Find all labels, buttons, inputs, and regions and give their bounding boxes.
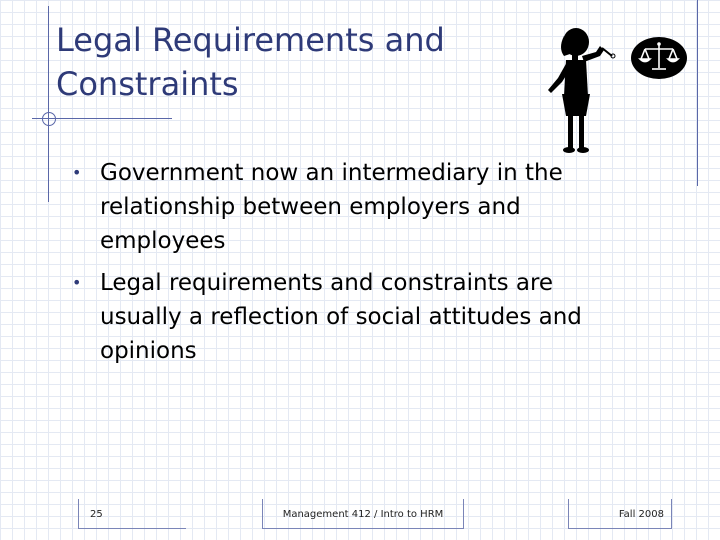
slide-title bbox=[56, 18, 526, 106]
right-vertical-rule bbox=[697, 0, 698, 186]
bullet-text: Legal requirements and constraints are usually a reflection of social attitudes and opinions bbox=[100, 270, 582, 364]
title-rule-ring bbox=[42, 112, 56, 126]
footer-course-box bbox=[262, 499, 464, 529]
footer-term: Fall 2008 bbox=[618, 508, 664, 520]
slide-title-line-1: Legal Requirements and bbox=[56, 21, 445, 59]
slide-title-line-2: Constraints bbox=[56, 65, 239, 103]
bullet-marker: • bbox=[72, 273, 82, 292]
thinking-person-figure bbox=[540, 26, 620, 158]
list-item bbox=[72, 266, 632, 368]
bullet-list bbox=[72, 156, 632, 376]
footer-term-box-edge bbox=[671, 499, 672, 529]
list-item bbox=[72, 156, 632, 258]
footer-course: Management 412 / Intro to HRM bbox=[282, 508, 444, 520]
footer-term-box bbox=[568, 499, 672, 529]
title-vertical-rule bbox=[48, 6, 49, 202]
scales-of-justice-icon bbox=[630, 36, 688, 80]
footer-slide-number-box bbox=[78, 499, 186, 529]
bullet-text: Government now an intermediary in the relationship between employers and employees bbox=[100, 160, 563, 254]
footer-course-box-edge bbox=[463, 499, 464, 529]
bullet-marker: • bbox=[72, 163, 82, 182]
slide-number: 25 bbox=[90, 508, 103, 520]
